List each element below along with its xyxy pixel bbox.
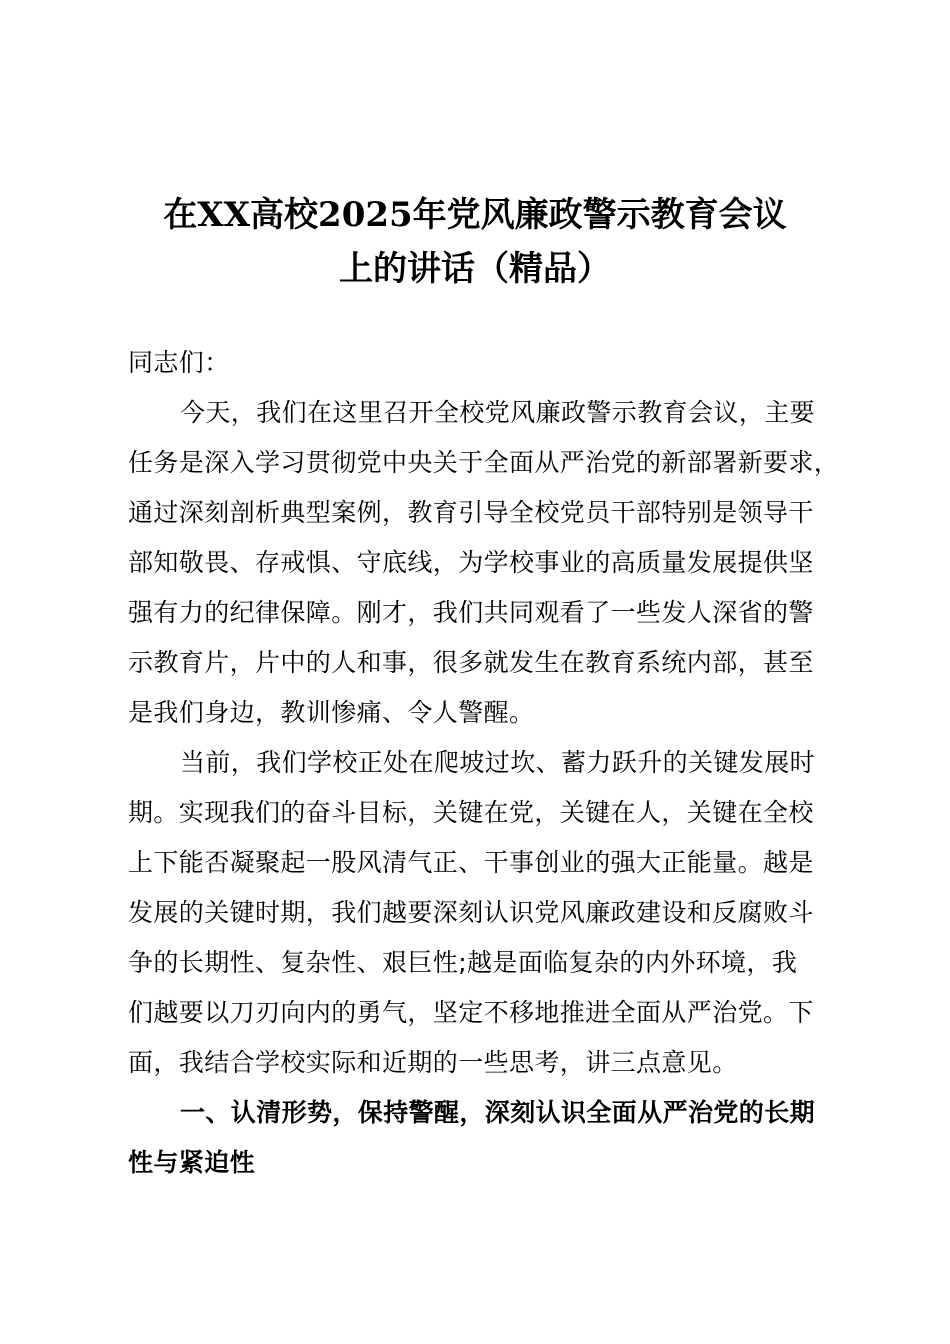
section-heading-line: 一、认清形势，保持警醒，深刻认识全面从严治党的长期	[180, 1098, 816, 1127]
salutation: 同志们：	[128, 348, 230, 377]
paragraph-line: 今天，我们在这里召开全校党风廉政警示教育会议，主要	[180, 398, 816, 427]
document-body	[128, 338, 840, 1188]
paragraph-line: 通过深刻剖析典型案例，教育引导全校党员干部特别是领导干	[128, 498, 814, 527]
paragraph-line: 争的长期性、复杂性、艰巨性;越是面临复杂的内外环境，我	[128, 948, 798, 977]
section-heading-1	[128, 1088, 828, 1188]
paragraph-line: 是我们身边，教训惨痛、令人警醒。	[128, 698, 535, 727]
paragraph-line: 上下能否凝聚起一股风清气正、干事创业的强大正能量。越是	[128, 848, 814, 877]
paragraph-line: 强有力的纪律保障。刚才，我们共同观看了一些发人深省的警	[128, 598, 814, 627]
paragraph-context	[128, 738, 828, 1088]
title-line-1: 在XX高校2025年党风廉政警示教育会议	[163, 195, 787, 235]
paragraph-opening	[128, 388, 840, 738]
paragraph-line: 当前，我们学校正处在爬坡过坎、蓄力跃升的关键发展时	[180, 748, 816, 777]
document-title	[100, 188, 850, 296]
title-line-2: 上的讲话（精品）	[339, 249, 611, 289]
paragraph-line: 期。实现我们的奋斗目标，关键在党，关键在人，关键在全校	[128, 798, 814, 827]
paragraph-line: 示教育片，片中的人和事，很多就发生在教育系统内部，甚至	[128, 648, 814, 677]
section-heading-line: 性与紧迫性	[128, 1148, 256, 1177]
paragraph-line: 任务是深入学习贯彻党中央关于全面从严治党的新部署新要求，	[128, 448, 840, 477]
paragraph-line: 面，我结合学校实际和近期的一些思考，讲三点意见。	[128, 1048, 738, 1077]
paragraph-line: 发展的关键时期，我们越要深刻认识党风廉政建设和反腐败斗	[128, 898, 814, 927]
paragraph-line: 部知敬畏、存戒惧、守底线，为学校事业的高质量发展提供坚	[128, 548, 814, 577]
paragraph-line: 们越要以刀刃向内的勇气，坚定不移地推进全面从严治党。下	[128, 998, 814, 1027]
